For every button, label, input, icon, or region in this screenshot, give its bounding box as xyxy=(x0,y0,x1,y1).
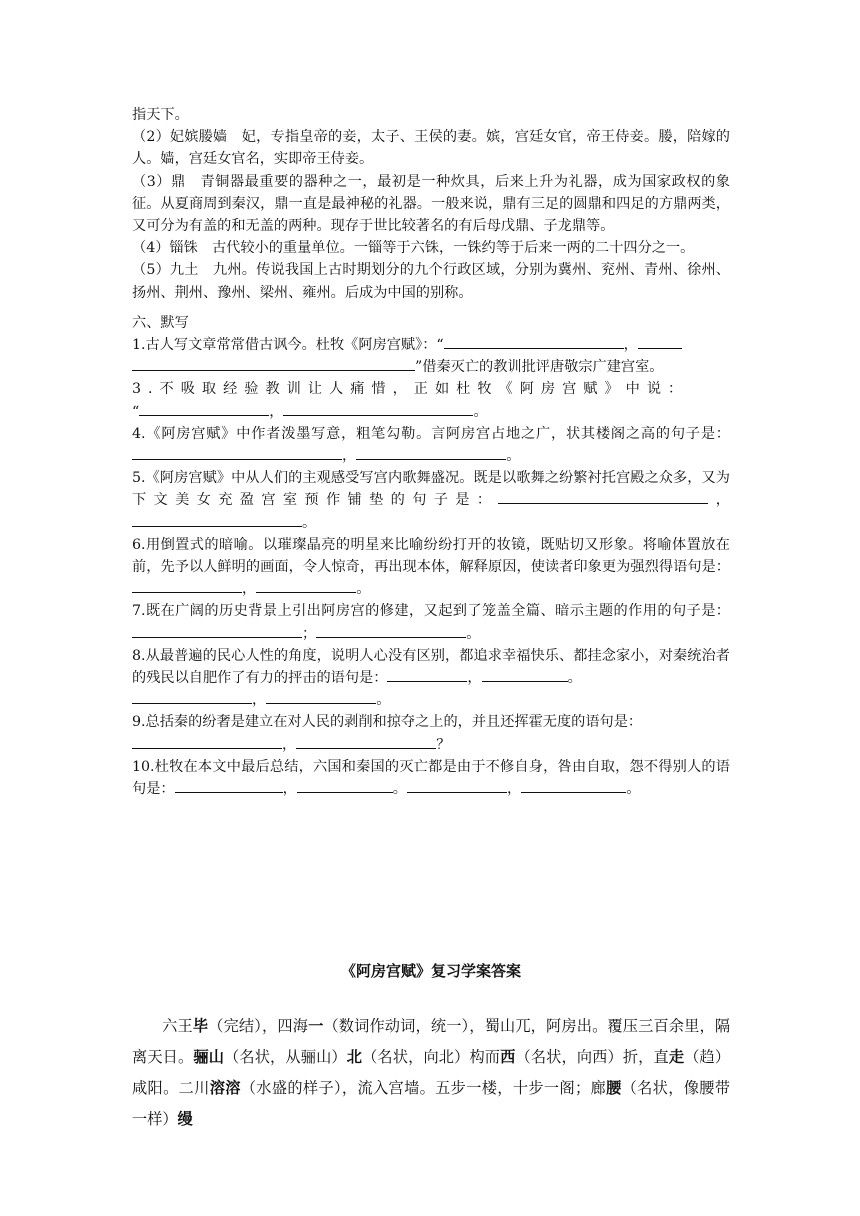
answer-text: （完结），四海 xyxy=(208,1017,309,1035)
question-text: 4.《阿房宫赋》中作者泼墨写意，粗笔勾勒。言阿房宫占地之广，状其楼阁之高的句子是： xyxy=(132,425,730,442)
answer-blank[interactable] xyxy=(283,401,473,416)
answer-blank[interactable] xyxy=(132,578,242,593)
question-4 xyxy=(132,423,730,467)
answer-blank[interactable] xyxy=(266,689,376,704)
answer-keyword: 毕 xyxy=(192,1017,209,1035)
answer-blank[interactable] xyxy=(132,445,342,460)
answer-blank[interactable] xyxy=(407,778,507,793)
question-text: ， xyxy=(282,736,297,753)
question-text: ？ xyxy=(436,736,451,753)
answer-keyword: 骊山 xyxy=(193,1048,225,1066)
note-line: 指天下。 xyxy=(132,107,189,123)
note-line: （5）九土 九州。传说我国上古时期划分的九个行政区域，分别为冀州、兖州、青州、徐州、扬州、荆州、豫州、梁州、雍州。后成为中国的别称。 xyxy=(132,262,730,301)
answer-keyword: 走 xyxy=(668,1048,685,1066)
question-10 xyxy=(132,756,730,800)
answer-blank[interactable] xyxy=(139,401,269,416)
answer-text: （水盛的样子），流入宫墙。五步一楼，十步一阁；廊 xyxy=(240,1079,607,1097)
answer-keyword: 北 xyxy=(346,1048,363,1066)
question-7 xyxy=(132,600,730,644)
note-line: （3）鼎 青铜器最重要的器种之一，最初是一种炊具，后来上升为礼器，成为国家政权的象征。从夏商周到秦汉，鼎一直是最神秘的礼器。一般来说，鼎有三足的圆鼎和四足的方鼎两类，又可分为有盖的和无盖的两种。现存于世比较著名的有后母戊鼎、子龙鼎等。 xyxy=(132,173,730,235)
note-line: （2）妃嫔媵嫱 妃，专指皇帝的妾，太子、王侯的妻。嫔，宫廷女官，帝王侍妾。媵，陪嫁的人。嫱，宫廷女官名，实即帝王侍妾。 xyxy=(132,129,730,168)
question-text: 7.既在广阔的历史背景上引出阿房宫的修建，又起到了笼盖全篇、暗示主题的作用的句子是： xyxy=(132,603,730,620)
answer-text: （名状，像腰带一样） xyxy=(132,1079,731,1128)
section-heading: 六、默写 xyxy=(132,314,189,331)
question-9 xyxy=(132,711,730,755)
answer-text: （名状，向北）构而 xyxy=(362,1048,501,1066)
answer-blank[interactable] xyxy=(175,778,283,793)
answer-blank[interactable] xyxy=(132,734,282,749)
answer-blank[interactable] xyxy=(316,623,466,638)
answer-blank[interactable] xyxy=(132,689,252,704)
question-text: ， xyxy=(242,581,257,598)
answer-blank[interactable] xyxy=(356,445,506,460)
question-text: ， xyxy=(623,337,638,354)
answer-blank[interactable] xyxy=(387,667,467,682)
answer-title: 《阿房宫赋》复习学案答案 xyxy=(340,962,521,980)
question-text: 5.《阿房宫赋》中从人们的主观感受写宫内歌舞盛况。既是以歌舞之纷繁衬托宫殿之众多，又为下文美女充盈宫室预作铺垫的句子是： xyxy=(132,470,730,509)
answer-blank[interactable] xyxy=(638,334,682,349)
question-text: 8.从最普遍的民心人性的角度，说明人心没有区别，都追求幸福快乐、都挂念家小，对秦统治者的残民以自肥作了有力的抨击的语句是： xyxy=(132,647,730,687)
question-text: 。 xyxy=(392,781,407,798)
question-text: 6.用倒置式的暗喻。以璀璨晶亮的明星来比喻纷纷打开的妆镜，既贴切又形象。将喻体置放在前，先予以人鲜明的画面，令人惊奇，再出现本体，解释原因，使读者印象更为强烈得语句是： xyxy=(132,536,730,576)
question-text: 。 xyxy=(356,581,371,598)
question-text: ； xyxy=(302,625,317,642)
question-text: ， xyxy=(269,403,284,420)
question-3 xyxy=(132,378,730,422)
answer-blank[interactable] xyxy=(296,734,436,749)
answer-blank[interactable] xyxy=(498,489,708,504)
answer-text: （趋）咸阳。二川 xyxy=(132,1048,731,1097)
question-text: ， xyxy=(342,448,357,465)
answer-keyword: 缦 xyxy=(177,1110,193,1128)
question-text: 。 xyxy=(626,781,641,798)
question-text: 。 xyxy=(376,692,391,709)
question-text: “ xyxy=(132,403,140,420)
question-text: 。 xyxy=(466,625,481,642)
answer-blank[interactable] xyxy=(132,356,415,371)
question-1 xyxy=(132,334,730,378)
document-body xyxy=(132,104,730,800)
question-5 xyxy=(132,467,730,534)
note-line: （4）锱铢 古代较小的重量单位。一锱等于六铢，一铢约等于后来一两的二十四分之一。 xyxy=(132,240,695,257)
answer-blank[interactable] xyxy=(297,778,393,793)
answer-keyword: 西 xyxy=(500,1048,516,1066)
answer-blank[interactable] xyxy=(256,578,356,593)
answer-text: （名状，从骊山） xyxy=(224,1048,347,1066)
question-text: ， xyxy=(282,781,297,798)
answer-text: （数词作动词，统一），蜀山兀，阿房出。覆压三百余里，隔离天日。 xyxy=(132,1017,731,1066)
answer-keyword: 一 xyxy=(308,1017,324,1035)
question-8 xyxy=(132,645,730,712)
question-text: 1.古人写文章常常借古讽今。杜牧《阿房宫赋》：“ xyxy=(132,337,444,354)
question-text: 。 xyxy=(567,670,582,687)
question-text: ， xyxy=(467,670,482,687)
question-text: 3.不吸取经验教训让人痛惜，正如杜牧《阿房宫赋》中说： xyxy=(132,381,690,398)
question-text: ”借秦灭亡的教训批评唐敬宗广建宫室。 xyxy=(415,359,664,376)
answer-blank[interactable] xyxy=(444,334,624,349)
answer-blank[interactable] xyxy=(482,667,568,682)
question-text: 。 xyxy=(473,403,488,420)
question-6 xyxy=(132,534,730,601)
answer-keyword: 溶溶 xyxy=(209,1079,241,1097)
answer-blank[interactable] xyxy=(132,512,302,527)
answer-keyword: 腰 xyxy=(606,1079,622,1097)
answer-text: 六王 xyxy=(162,1017,193,1035)
question-text: ， xyxy=(506,781,522,798)
question-text: 10.杜牧在本文中最后总结，六国和秦国的灭亡都是由于不修自身，咎由自取，怨不得别人的语句是： xyxy=(132,758,730,798)
question-text: 。 xyxy=(506,448,521,465)
answer-paragraph xyxy=(132,1011,730,1135)
answer-blank[interactable] xyxy=(521,778,626,793)
question-text: ， xyxy=(252,692,267,709)
question-text: 9.总括秦的纷奢是建立在对人民的剥削和掠夺之上的，并且还挥霍无度的语句是： xyxy=(132,714,643,731)
question-text: ， xyxy=(708,492,730,509)
question-text: 。 xyxy=(302,514,317,531)
answer-blank[interactable] xyxy=(132,623,302,638)
answer-text: （名状，向西）折，直 xyxy=(515,1048,669,1066)
